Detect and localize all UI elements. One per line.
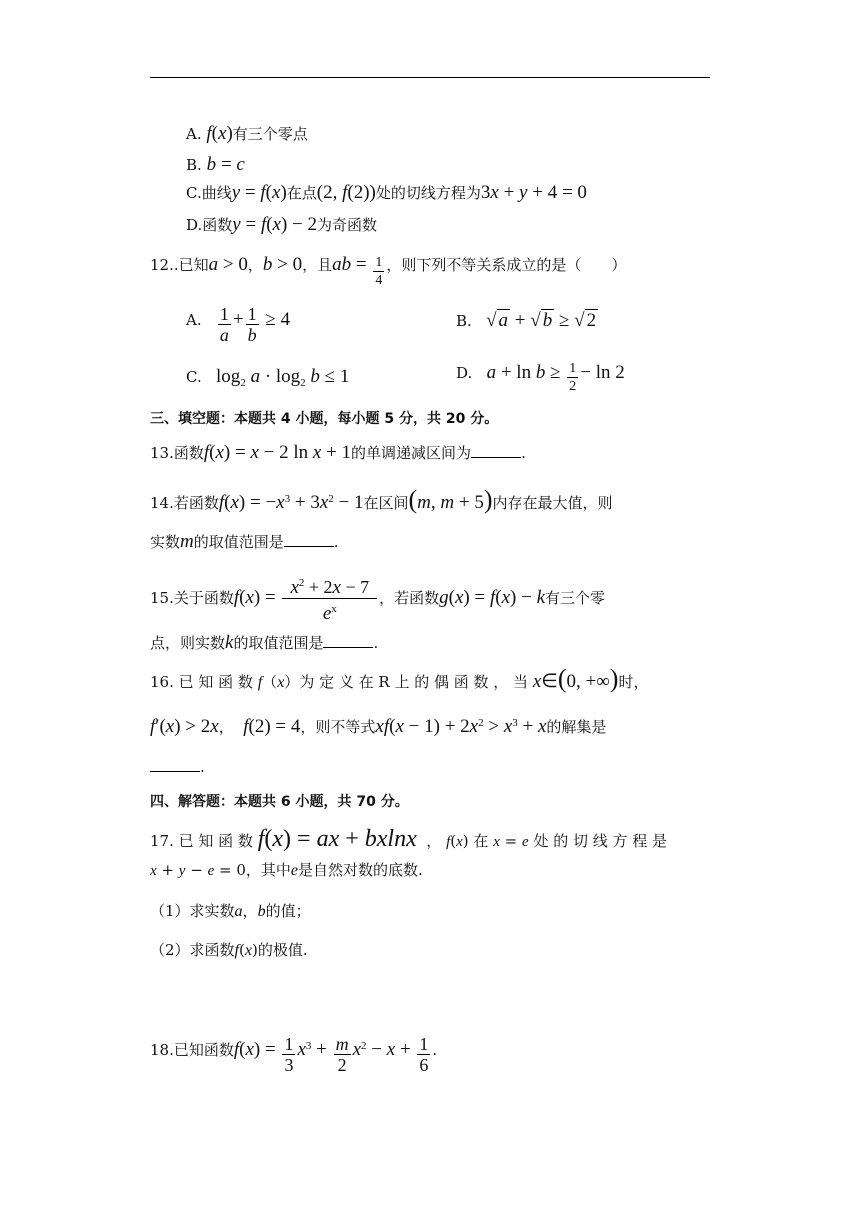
- q12-option-a: A. $\frac{1}{a}$ + $\frac{1}{b}$ ≥ 4: [186, 304, 291, 345]
- q11-option-b: B. b = c: [186, 154, 245, 175]
- q11-option-a: A. f(x)有三个零点: [186, 123, 308, 144]
- q17-part2: （2）求函数f(x)的极值.: [150, 941, 308, 959]
- section3-heading: 三、填空题：本题共 4 小题，每小题 5 分，共 20 分。: [150, 411, 499, 427]
- section4-heading: 四、解答题：本题共 6 小题，共 70 分。: [150, 794, 409, 810]
- q14-line1: 14.若函数$f(x) = -x^3 + 3x^2 - 1$在区间(m, m + 5)内存在最大值，则: [150, 485, 613, 514]
- q12-option-d: D. a + ln b ≥ $\frac{1}{2}$ − ln 2: [456, 361, 625, 394]
- q17-line2: x + y − e = 0，其中e是自然对数的底数.: [150, 861, 423, 879]
- q15-line1: 15.关于函数f(x) = $\frac{x^2 + 2x - 7}{e^x}$ ，若函数g(x) = f(x) − k有三个零: [150, 573, 605, 624]
- q13: 13.函数f(x) = x − 2 ln x + 1的单调递减区间为 .: [150, 442, 526, 463]
- q12-option-b: B. √ a + √ b ≥ √ 2: [456, 310, 597, 331]
- q17-part1: （1）求实数a，b的值；: [150, 902, 311, 920]
- q11-option-d: D.函数y = f(x) − 2为奇函数: [186, 214, 378, 235]
- q15-line2: 点，则实数k的取值范围是 .: [150, 632, 379, 653]
- q18: 18.已知函数f(x) = $\frac{1}{3}$ $x^3$ + $\frac{m}{2}$ $x^2 - x$ + $\frac{1}{6}$ .: [150, 1034, 438, 1075]
- q11-option-c: C.曲线y = f(x)在点(2, f(2))处的切线方程为3x + y + 4 = 0: [186, 182, 587, 203]
- q12-option-c: C. $\log_2 a \cdot \log_2 b \le 1$: [186, 366, 350, 389]
- q16-line1: 16. 已 知 函 数 f（x）为 定 义 在 R 上 的 偶 函 数 ， 当 x∈(0, +∞)时，: [150, 664, 649, 693]
- header-rule: [150, 77, 710, 78]
- q14-line2: 实数m的取值范围是 .: [150, 531, 339, 552]
- q17-line1: 17. 已 知 函 数 f(x) = ax + bxlnx ， f(x) 在 x = e 处 的 切 线 方 程 是: [150, 826, 668, 852]
- q16-line2: f′(x) > 2x， f(2) = 4，则不等式$xf(x - 1) + 2x^2 > x^3 + x$的解集是: [150, 716, 607, 737]
- q12-stem: 12..已知a > 0，b > 0，且ab = $\frac{1}{4}$ ，则下列不等关系成立的是（ ）: [150, 254, 627, 288]
- q16-line3: .: [150, 757, 205, 777]
